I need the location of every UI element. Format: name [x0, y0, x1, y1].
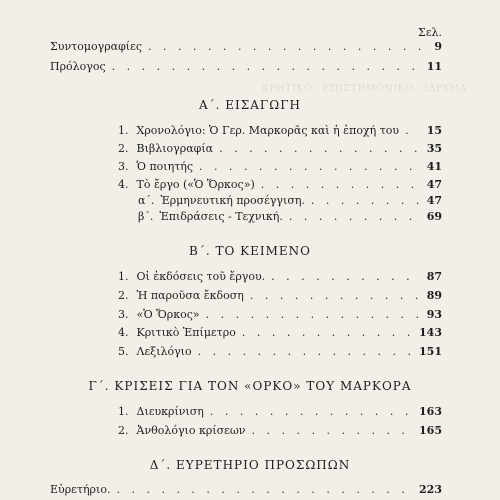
leader-dots — [289, 210, 421, 223]
leader-dots — [116, 483, 413, 496]
toc-entry-label: Οἱ ἐκδόσεις τοῦ ἔργου. — [136, 270, 266, 283]
toc-subentry-marker: α΄. — [138, 194, 155, 207]
toc-entry-number: 3. — [118, 308, 129, 321]
leader-dots — [199, 160, 421, 173]
toc-entry-page: 47 — [426, 178, 442, 191]
leader-dots — [242, 326, 413, 339]
toc-entry-page: 41 — [426, 160, 442, 173]
toc-entry-number: 1. — [118, 405, 129, 418]
toc-entry-page: 89 — [426, 289, 442, 302]
toc-entry[interactable] — [118, 160, 442, 173]
toc-entry-number: 1. — [118, 270, 129, 283]
toc-entry-label: Διευκρίνιση — [136, 405, 204, 418]
toc-entry-page: 87 — [426, 270, 442, 283]
toc-entry-page: 15 — [426, 124, 442, 137]
toc-entry-prologue[interactable] — [50, 60, 442, 73]
toc-entry-index[interactable] — [50, 483, 442, 496]
toc-entry-page: 47 — [426, 194, 442, 207]
toc-entry-label: Χρονολόγιο: Ὁ Γερ. Μαρκορᾶς καὶ ἡ ἐποχή του — [136, 124, 400, 137]
toc-entry[interactable] — [118, 142, 442, 155]
toc-entry-page: 165 — [419, 424, 442, 437]
toc-entry-label: Συντομογραφίες — [50, 40, 142, 53]
toc-entry-number: 3. — [118, 160, 129, 173]
toc-entry[interactable] — [118, 405, 442, 418]
leader-dots — [311, 194, 421, 207]
toc-entry[interactable] — [118, 424, 442, 437]
toc-entry-page: 9 — [434, 40, 442, 53]
toc-entry[interactable] — [118, 178, 442, 191]
toc-entry-label: Ἐπιδράσεις - Τεχνική. — [159, 210, 283, 223]
toc-entry-label: Ὁ ποιητής — [136, 160, 194, 173]
toc-entry-label: Κριτικὸ Ἐπίμετρο — [136, 326, 236, 339]
toc-entry-number: 2. — [118, 142, 129, 155]
section-title-criticism: Γ΄. ΚΡΙΣΕΙΣ ΓΙΑ ΤΟΝ «ΟΡΚΟ» ΤΟΥ ΜΑΡΚΟΡΑ — [88, 379, 412, 393]
section-title-introduction: Α΄. ΕΙΣΑΓΩΓΗ — [198, 98, 301, 112]
leader-dots — [112, 60, 421, 73]
toc-entry-label: Λεξιλόγιο — [136, 345, 192, 358]
section-title-text: Β΄. ΤΟ ΚΕΙΜΕΝΟ — [189, 244, 311, 258]
toc-entry-number: 5. — [118, 345, 129, 358]
toc-entry-page: 163 — [419, 405, 442, 418]
toc-entry-page: 223 — [419, 483, 442, 496]
toc-entry-label: Ἡ παροῦσα ἔκδοση — [136, 289, 244, 302]
toc-entry-label: Βιβλιογραφία — [136, 142, 214, 155]
leader-dots — [252, 424, 414, 437]
toc-entry-label: Πρόλογος — [50, 60, 106, 73]
leader-dots — [219, 142, 421, 155]
toc-entry-number: 2. — [118, 424, 129, 437]
leader-dots — [261, 178, 421, 191]
toc-entry-number: 4. — [118, 326, 129, 339]
toc-entry-page: 35 — [426, 142, 442, 155]
toc-entry-abbreviations[interactable] — [50, 40, 442, 53]
leader-dots — [206, 308, 421, 321]
toc-entry[interactable] — [118, 289, 442, 302]
leader-dots — [198, 345, 413, 358]
leader-dots — [271, 270, 421, 283]
toc-entry[interactable] — [118, 345, 442, 358]
toc-entry-page: 143 — [419, 326, 442, 339]
toc-entry-page: 69 — [426, 210, 442, 223]
toc-entry-label: Εὑρετήριο. — [50, 483, 111, 496]
toc-entry-number: 1. — [118, 124, 129, 137]
toc-subentry[interactable] — [138, 194, 442, 207]
leader-dots — [405, 124, 421, 137]
toc-subentry[interactable] — [138, 210, 442, 223]
leader-dots — [250, 289, 421, 302]
toc-entry-page: 151 — [419, 345, 442, 358]
page-column-header: Σελ. — [418, 26, 442, 39]
toc-entry-number: 4. — [118, 178, 129, 191]
section-title-index: Δ΄. ΕΥΡΕΤΗΡΙΟ ΠΡΟΣΩΠΩΝ — [149, 458, 351, 472]
toc-entry-number: 2. — [118, 289, 129, 302]
toc-entry[interactable] — [118, 270, 442, 283]
toc-entry-label: «Ὁ Ὅρκος» — [136, 308, 200, 321]
toc-entry[interactable] — [118, 308, 442, 321]
leader-dots — [148, 40, 428, 53]
bleed-through-text: ΚΡΗΤΙΚΟ · ΕΠΙΣΤΗΜΟΝΙΚΟ · ΙΔΡΥΜΑ — [262, 83, 468, 94]
toc-entry-label: Ἑρμηνευτική προσέγγιση. — [160, 194, 305, 207]
toc-entry[interactable] — [118, 326, 442, 339]
toc-entry-page: 93 — [426, 308, 442, 321]
toc-entry-label: Τὸ ἔργο («Ὁ Ὅρκος») — [136, 178, 255, 191]
leader-dots — [210, 405, 413, 418]
toc-entry-label: Ἀνθολόγιο κρίσεων — [136, 424, 246, 437]
toc-entry[interactable] — [118, 124, 442, 137]
toc-entry-page: 11 — [426, 60, 442, 73]
toc-subentry-marker: β΄. — [138, 210, 154, 223]
